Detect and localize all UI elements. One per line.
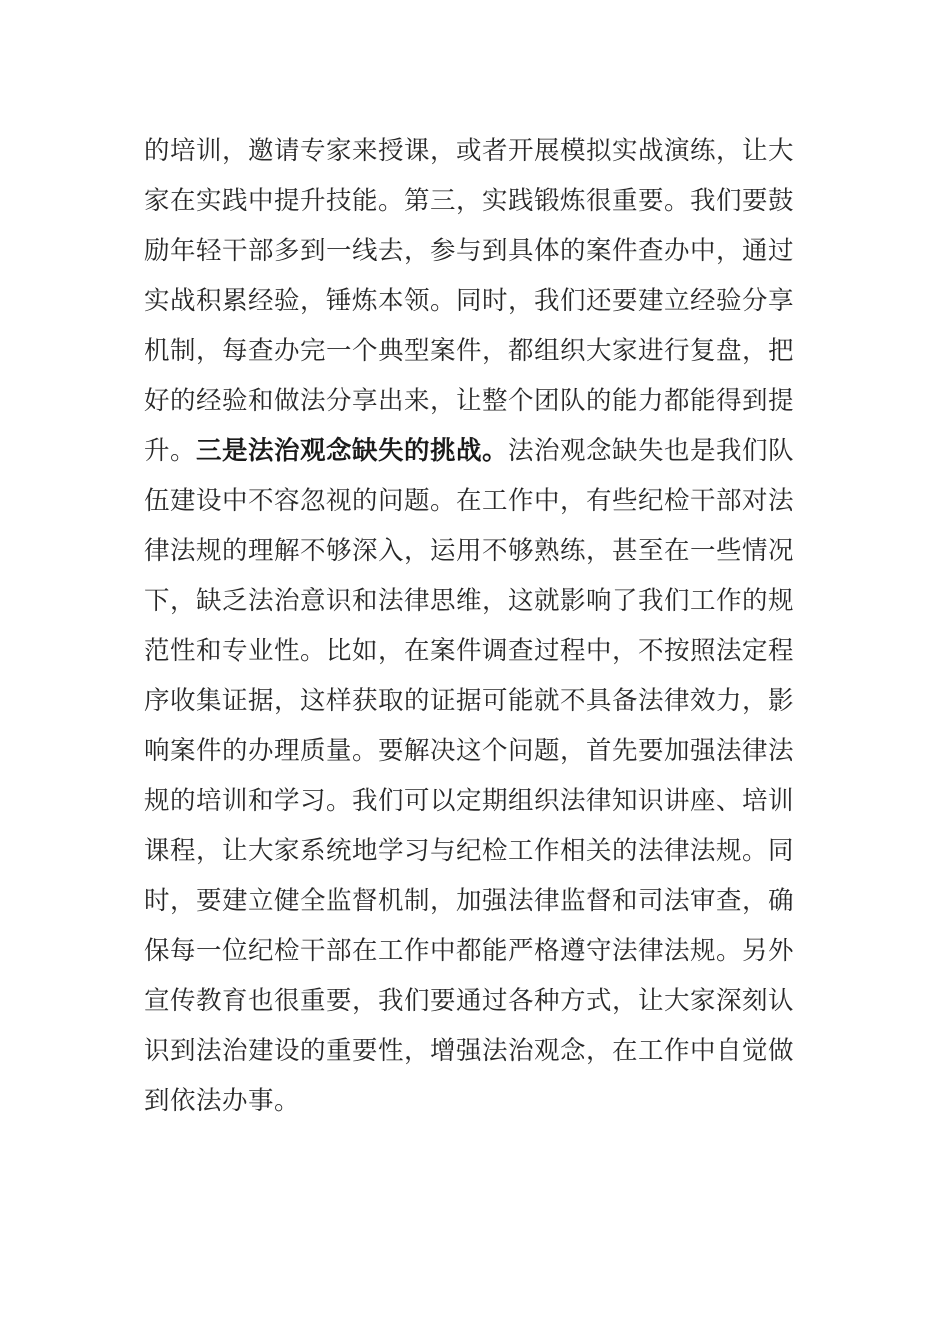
text-segment: 法治观念缺失也是我们队	[508, 436, 795, 466]
text-line: 识到法治建设的重要性，增强法治观念，在工作中自觉做	[144, 1036, 795, 1066]
text-line: 响案件的办理质量。要解决这个问题，首先要加强法律法	[144, 736, 795, 766]
text-line: 时，要建立健全监督机制，加强法律监督和司法审查，确	[144, 886, 795, 916]
text-line: 好的经验和做法分享出来，让整个团队的能力都能得到提	[144, 386, 795, 416]
section-heading-bold: 三是法治观念缺失的挑战。	[196, 436, 509, 466]
text-segment: 升。	[144, 436, 197, 466]
text-line: 规的培训和学习。我们可以定期组织法律知识讲座、培训	[144, 786, 795, 816]
text-line: 范性和专业性。比如，在案件调查过程中，不按照法定程	[144, 636, 795, 666]
text-line: 序收集证据，这样获取的证据可能就不具备法律效力，影	[144, 686, 795, 716]
body-text	[144, 126, 809, 1126]
text-line: 课程，让大家系统地学习与纪检工作相关的法律法规。同	[144, 836, 795, 866]
text-line: 实战积累经验，锤炼本领。同时，我们还要建立经验分享	[144, 286, 795, 316]
text-line: 伍建设中不容忽视的问题。在工作中，有些纪检干部对法	[144, 486, 795, 516]
text-line-with-heading	[144, 426, 809, 476]
text-line: 的培训，邀请专家来授课，或者开展模拟实战演练，让大	[144, 136, 795, 166]
text-line: 律法规的理解不够深入，运用不够熟练，甚至在一些情况	[144, 536, 795, 566]
text-line: 家在实践中提升技能。第三，实践锻炼很重要。我们要鼓	[144, 186, 795, 216]
text-line: 宣传教育也很重要，我们要通过各种方式，让大家深刻认	[144, 986, 795, 1016]
text-line: 保每一位纪检干部在工作中都能严格遵守法律法规。另外	[144, 936, 795, 966]
text-line: 机制，每查办完一个典型案件，都组织大家进行复盘，把	[144, 336, 795, 366]
text-line: 下，缺乏法治意识和法律思维，这就影响了我们工作的规	[144, 586, 795, 616]
text-line: 到依法办事。	[144, 1086, 301, 1116]
text-line: 励年轻干部多到一线去，参与到具体的案件查办中，通过	[144, 236, 795, 266]
